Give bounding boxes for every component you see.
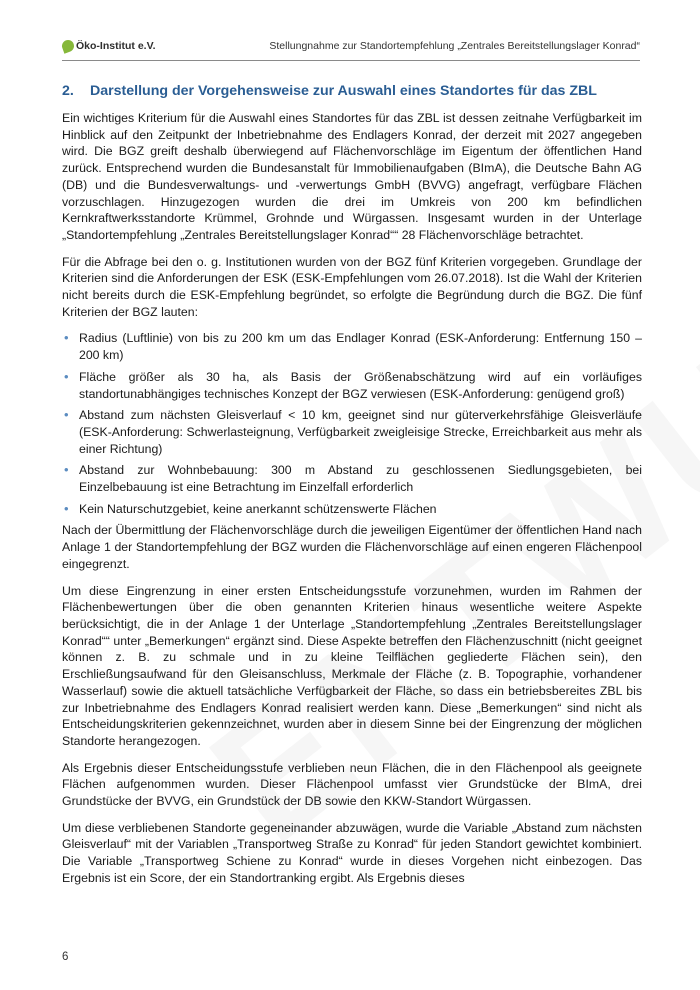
- bullet-icon: •: [64, 368, 69, 384]
- paragraph: Um diese verbliebenen Standorte gegeneinander abzuwägen, wurde die Variable „Abstand zum nächsten Gleisverlauf“ mit der Variablen „Transportweg Straße zu Konrad“ für jeden Standort gewichtet kombiniert. Die Variable „Transportweg Schiene zu Konrad“ wurde in dieses Vorgehen nicht einbezogen. Das Ergebnis ist ein Score, der ein Standortranking ergibt. Als Ergebnis dieses: [62, 820, 642, 885]
- bullet-icon: •: [64, 407, 69, 423]
- paragraph: Nach der Übermittlung der Flächenvorschläge durch die jeweiligen Eigentümer der öffentlichen Hand nach Anlage 1 der Standortempfehlung der BGZ wurden die Flächenvorschläge auf einen engeren Flächenpool eingegrenzt.: [62, 523, 642, 571]
- list-item: [62, 462, 642, 495]
- list-item-text: Abstand zum nächsten Gleisverlauf < 10 km, geeignet sind nur güterverkehrsfähige Gleisverläufe (ESK-Anforderung: Schwerlasteignung, Verfügbarkeit zweigleisige Strecke, Erreichbarkeit aus mehr als einer Richtung): [79, 408, 642, 456]
- header-title: Stellungnahme zur Standortempfehlung „Zentrales Bereitstellungslager Konrad“: [269, 40, 640, 52]
- paragraph: Um diese Eingrenzung in einer ersten Entscheidungsstufe vorzunehmen, wurden im Rahmen der Flächenbewertungen über die oben genannten Kriterien hinaus wesentliche weitere Aspekte berücksichtigt, die in der Anlage 1 der Unterlage „Standortempfehlung „Zentrales Bereitstellungslager Konrad““ unter „Bemerkungen“ ergänzt sind. Diese Aspekte betreffen den Flächenzuschnitt (nicht geeignet können z. B. zu schmale und in zu kleine Teilflächen gegliederte Flächen sein), den Erschließungsaufwand für den Gleisanschluss, Merkmale der Fläche (z. B. Topographie, vorhandener Wasserlauf) sowie die aktuell tatsächliche Verfügbarkeit der Fläche, so dass ein betriebsbereites ZBL bis zur Inbetriebnahme des Endlagers Konrad realisiert werden kann. Diese „Bemerkungen“ sind nicht als Entscheidungskriterien gekennzeichnet, wurden aber in diesem Sinne bei der Eingrenzung der möglichen Standorte herangezogen.: [62, 583, 642, 748]
- oeko-institut-logo: [62, 40, 156, 52]
- list-item: [62, 330, 642, 363]
- page-header: [62, 38, 640, 61]
- leaf-icon: [60, 38, 75, 53]
- list-item: [62, 501, 642, 518]
- list-item-text: Kein Naturschutzgebiet, keine anerkannt schützenswerte Flächen: [79, 501, 437, 516]
- bullet-icon: •: [64, 500, 69, 516]
- list-item: [62, 369, 642, 402]
- section-heading: [62, 83, 642, 99]
- paragraph: Als Ergebnis dieser Entscheidungsstufe verblieben neun Flächen, die in den Flächenpool als geeignete Flächen aufgenommen wurden. Dieser Flächenpool umfasst vier Grundstücke der BImA, drei Grundstücke der BVVG, ein Grundstück der DB sowie den KKW-Standort Würgassen.: [62, 760, 642, 809]
- criteria-list: [62, 330, 642, 517]
- list-item: [62, 407, 642, 457]
- body-text: [62, 110, 642, 897]
- page-number: 6: [62, 951, 69, 963]
- list-item-text: Fläche größer als 30 ha, als Basis der Größenabschätzung wird auf ein vorläufiges standortunabhängiges technisches Konzept der BGZ verwiesen (ESK-Anforderung: genügend groß): [79, 369, 642, 401]
- section-title-text: Darstellung der Vorgehensweise zur Auswahl eines Standortes für das ZBL: [90, 83, 597, 99]
- paragraph: Ein wichtiges Kriterium für die Auswahl eines Standortes für das ZBL ist dessen zeitnahe Verfügbarkeit im Hinblick auf den Zeitpunkt der Inbetriebnahme des Endlagers Konrad, der derzeit mit 2027 angegeben wird. Die BGZ greift deshalb überwiegend auf Flächenvorschläge im Eigentum der öffentlichen Hand zurück. Entsprechend wurden die Bundesanstalt für Immobilienaufgaben (BImA), die Deutsche Bahn AG (DB) und die Bundesverwaltungs- und -verwertungs GmbH (BVVG) angefragt, verfügbare Flächen vorzuschlagen. Hinzugezogen wurden die drei im Umkreis von 200 km befindlichen Kernkraftwerksstandorte Krümmel, Grohnde und Würgassen. Insgesamt wurden in der Unterlage „Standortempfehlung „Zentrales Bereitstellungslager Konrad““ 28 Flächenvorschläge betrachtet.: [62, 111, 642, 242]
- list-item-text: Radius (Luftlinie) von bis zu 200 km um das Endlager Konrad (ESK-Anforderung: Entfernung 150 – 200 km): [79, 331, 642, 363]
- list-item-text: Abstand zur Wohnbebauung: 300 m Abstand zu geschlossenen Siedlungsgebieten, bei Einzelbebauung ist eine Betrachtung im Einzelfall erforderlich: [79, 463, 642, 495]
- bullet-icon: •: [64, 462, 69, 478]
- paragraph: Für die Abfrage bei den o. g. Institutionen wurden von der BGZ fünf Kriterien vorgegeben. Grundlage der Kriterien sind die Anforderungen der ESK (ESK-Empfehlungen vom 26.07.2018). Ist die Wahl der Kriterien nicht bereits durch die ESK-Empfehlung begründet, so erfolgte die Begründung durch die BGZ. Die fünf Kriterien der BGZ lauten:: [62, 254, 642, 319]
- logo-text: Öko-Institut e.V.: [76, 40, 156, 52]
- bullet-icon: •: [64, 330, 69, 346]
- section-number: 2.: [62, 83, 74, 99]
